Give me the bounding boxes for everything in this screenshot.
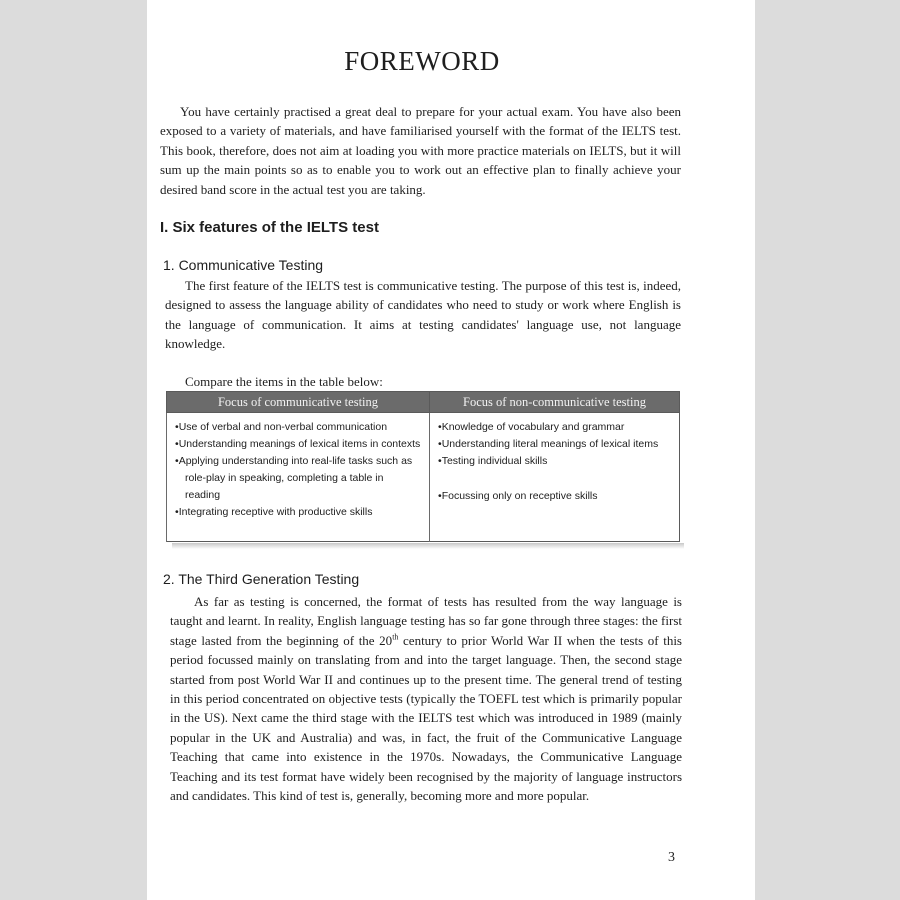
communicative-list [175,419,421,521]
table-row [167,413,680,542]
page-title: FOREWORD [344,46,500,76]
ordinal-superscript: th [392,632,399,642]
table-header-communicative: Focus of communicative testing [167,392,430,413]
table-cell-non-communicative [430,413,680,542]
list-item: • Knowledge of vocabulary and grammar [438,419,671,436]
table-header-row [167,392,680,413]
list-item: • Applying understanding into real-life tasks such as role-play in speaking, completing a table in reading [175,453,421,504]
subsection-heading-communicative: 1. Communicative Testing [163,257,324,273]
list-item: • Understanding literal meanings of lexical items [438,436,671,453]
comparison-table [166,391,680,542]
paragraph-text-end: century to prior World War II when the tests of this period focussed mainly on translating from and into the target language. Then, the second stage started from post World War II and continues up to the present time. The general trend of testing in this period concentrated on objective tests (typically the TOEFL test which is primarily popular in the US). Next came the third stage with the IELTS test which was introduced in 1989 (mainly popular in the UK and Australia) and was, in fact, the fruit of the Communicative Language Teaching that came into existence in the 1970s. Nowadays, the Communicative Language Teaching and its test format have widely been recognised by the majority of language instructors and candidates. This kind of test is, generally, becoming more and more popular. [170,632,682,804]
list-item: • Understanding meanings of lexical items in contexts [175,436,421,453]
third-generation-paragraph [170,592,682,805]
table-shadow [172,543,684,549]
list-item: • Use of verbal and non-verbal communication [175,419,421,436]
list-item: • Testing individual skills [438,453,671,470]
intro-paragraph: You have certainly practised a great deal to prepare for your actual exam. You have also been exposed to a variety of materials, and have familiarised yourself with the format of the IELTS test. This book, therefore, does not aim at loading you with more practice materials on IELTS, but it will sum up the main points so as to enable you to work out an effective plan to finally achieve your desired band score in the actual test you are taking. [160,104,681,197]
communicative-paragraph: The first feature of the IELTS test is communicative testing. The purpose of this test is, indeed, designed to assess the language ability of candidates who need to study or work where English is the language of communication. It aims at testing candidates' language use, not language knowledge. [165,278,681,352]
list-item: • Integrating receptive with productive skills [175,504,421,521]
table-header-non-communicative: Focus of non-communicative testing [430,392,680,413]
compare-line: Compare the items in the table below: [185,374,383,389]
table-cell-communicative [167,413,430,542]
non-communicative-list [438,419,671,505]
paragraph-text-start: As far as testing is concerned, the format of tests has resulted from the way language is taught and learnt. In reality, English language testing has so far gone through three stages: the first stage lasted from the beginning of the 20 [170,594,682,648]
subsection-heading-third-generation: 2. The Third Generation Testing [163,571,360,587]
list-item: • Focussing only on receptive skills [438,488,671,505]
page-number: 3 [668,850,675,865]
section-heading: I. Six features of the IELTS test [160,219,379,236]
